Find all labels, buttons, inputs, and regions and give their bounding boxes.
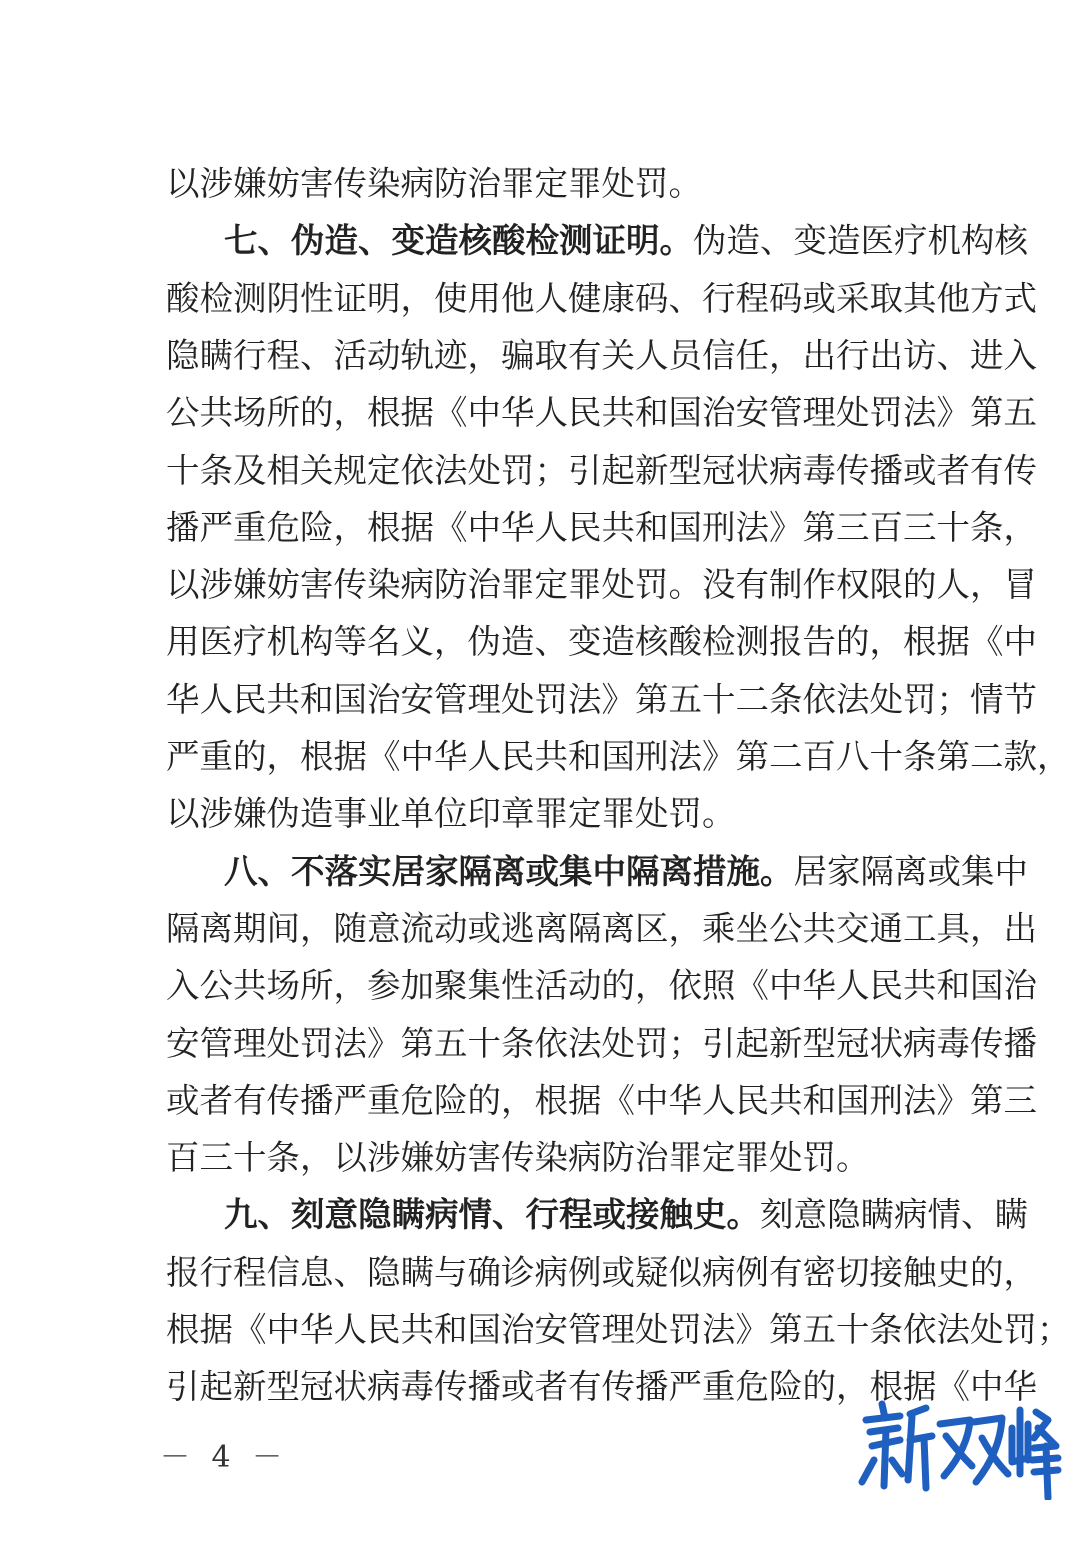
text-line	[166, 164, 924, 204]
body-text-segment: 酸检测阴性证明，使用他人健康码、行程码或采取其他方式	[166, 278, 1037, 318]
body-text-segment: 公共场所的，根据《中华人民共和国治安管理处罚法》第五	[166, 393, 1037, 433]
watermark-calligraphy	[852, 1390, 1062, 1500]
text-line	[166, 679, 1037, 720]
text-line	[166, 1138, 924, 1178]
section-heading: 八、不落实居家隔离或集中隔离措施。	[224, 851, 794, 891]
body-text-segment: 居家隔离或集中	[793, 851, 1028, 891]
body-text-segment: 以涉嫌妨害传染病防治罪定罪处罚。没有制作权限的人，冒	[166, 565, 1037, 605]
body-text-segment: 引起新型冠状病毒传播或者有传播严重危险的，根据《中华	[166, 1367, 1037, 1407]
body-text-segment: 伪造、变造医疗机构核	[693, 221, 1028, 261]
watermark-logo	[852, 1390, 1062, 1500]
body-text-segment: 或者有传播严重危险的，根据《中华人民共和国刑法》第三	[166, 1080, 1037, 1120]
body-text-segment: 用医疗机构等名义，伪造、变造核酸检测报告的，根据《中	[166, 622, 1037, 662]
text-line	[166, 1080, 1037, 1121]
text-line	[224, 851, 1028, 892]
text-line	[166, 794, 924, 834]
text-line	[166, 278, 1037, 319]
text-line	[224, 1195, 1028, 1235]
text-line	[166, 450, 1037, 491]
text-line	[166, 1023, 1037, 1064]
body-text-segment: 安管理处罚法》第五十条依法处罚；引起新型冠状病毒传播	[166, 1023, 1037, 1063]
body-text-segment: 入公共场所，参加聚集性活动的，依照《中华人民共和国治	[166, 966, 1037, 1006]
text-line	[166, 1310, 1071, 1350]
text-line	[166, 737, 1071, 777]
text-line	[166, 393, 1037, 433]
text-line	[166, 565, 1037, 605]
body-text-segment: 播严重危险，根据《中华人民共和国刑法》第三百三十条，	[166, 507, 1037, 547]
text-line	[166, 1252, 1037, 1293]
text-line	[166, 622, 1037, 662]
text-line	[166, 966, 1037, 1006]
section-heading: 九、刻意隐瞒病情、行程或接触史。	[224, 1195, 760, 1235]
text-line	[224, 221, 1028, 261]
body-text-segment: 以涉嫌伪造事业单位印章罪定罪处罚。	[166, 794, 736, 834]
body-text-segment: 隐瞒行程、活动轨迹，骗取有关人员信任，出行出访、进入	[166, 335, 1037, 375]
body-text-segment: 百三十条，以涉嫌妨害传染病防治罪定罪处罚。	[166, 1138, 870, 1178]
body-text-segment: 隔离期间，随意流动或逃离隔离区，乘坐公共交通工具，出	[166, 908, 1037, 948]
section-heading: 七、伪造、变造核酸检测证明。	[224, 221, 693, 261]
body-text-segment: 刻意隐瞒病情、瞒	[760, 1195, 1028, 1235]
text-line	[166, 1367, 1037, 1407]
text-line	[166, 908, 1037, 949]
text-line	[166, 335, 1037, 376]
body-text-segment: 严重的，根据《中华人民共和国刑法》第二百八十条第二款，	[166, 737, 1071, 776]
body-text-segment: 华人民共和国治安管理处罚法》第五十二条依法处罚；情节	[166, 679, 1037, 719]
body-text-segment: 根据《中华人民共和国治安管理处罚法》第五十条依法处罚；	[166, 1310, 1071, 1349]
body-text-segment: 报行程信息、隐瞒与确诊病例或疑似病例有密切接触史的，	[166, 1252, 1037, 1292]
page-number: － 4 －	[160, 1440, 289, 1475]
body-text-segment: 以涉嫌妨害传染病防治罪定罪处罚。	[166, 164, 702, 203]
text-line	[166, 507, 1037, 548]
body-text-segment: 十条及相关规定依法处罚；引起新型冠状病毒传播或者有传	[166, 450, 1037, 490]
